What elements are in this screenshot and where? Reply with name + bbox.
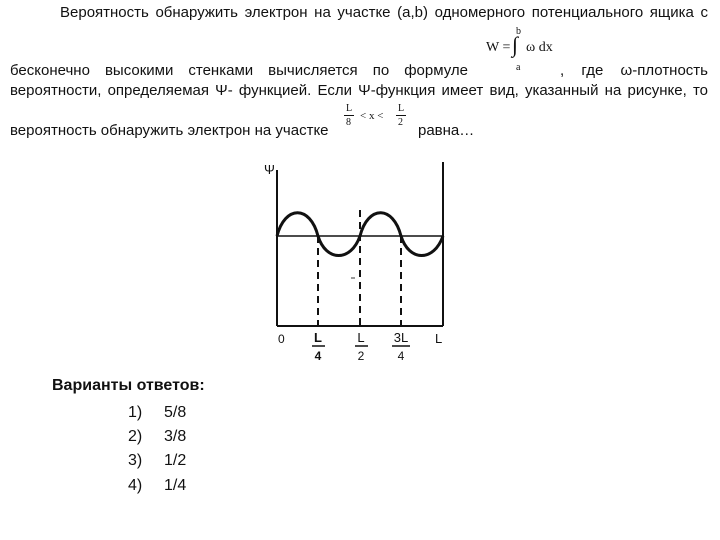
answer-option-3[interactable] (128, 452, 186, 470)
interval-left-den: 8 (346, 117, 351, 128)
tick-three-quarter-num: 3L (393, 330, 409, 345)
tick-half-num: L (357, 330, 365, 345)
interval-right-num: L (398, 103, 405, 114)
question-line-3: вероятности, определяемая Ψ- функцией. Если Ψ-функция имеет вид, указанный на рисунке, то (10, 82, 708, 99)
answer-value: 3/8 (164, 428, 187, 445)
formula-lower-limit: a (516, 62, 521, 73)
integral-sign-icon: ∫ (512, 32, 519, 57)
answer-value: 1/4 (164, 477, 187, 494)
formula-lhs: W = (486, 40, 511, 55)
answer-number: 1) (128, 404, 143, 421)
question-line-2-left: бесконечно высокими стенками вычисляется по формуле (10, 62, 468, 79)
tick-three-quarter-den: 4 (397, 349, 405, 363)
formula-upper-limit: b (516, 26, 521, 37)
question-line-1: Вероятность обнаружить электрон на участке (a,b) одномерного потенциального ящика с (60, 4, 708, 21)
question-line-4-left: вероятность обнаружить электрон на участке (10, 122, 329, 139)
end-label: L (435, 331, 443, 346)
answers-title: Варианты ответов: (52, 377, 205, 394)
answer-option-2[interactable] (128, 428, 186, 446)
answer-number: 2) (128, 428, 143, 445)
tick-quarter-den: 4 (314, 349, 322, 363)
answer-number: 3) (128, 452, 143, 469)
interval-middle: < x < (360, 110, 384, 122)
question-line-4-right: равна… (418, 122, 475, 139)
answer-option-4[interactable] (128, 477, 186, 495)
tick-half-den: 2 (357, 349, 365, 363)
answer-option-1[interactable] (128, 404, 186, 422)
interval-left-num: L (346, 103, 353, 114)
tick-quarter-num: L (314, 330, 322, 345)
answer-value: 1/2 (164, 452, 187, 469)
answer-number: 4) (128, 477, 143, 494)
origin-label: 0 (278, 332, 285, 346)
question-line-2-right: , где ω-плотность (560, 62, 708, 79)
interval-right-den: 2 (398, 117, 403, 128)
formula-integrand: ω dx (526, 40, 553, 55)
y-axis-label: Ψ (264, 162, 275, 177)
answer-value: 5/8 (164, 404, 187, 421)
